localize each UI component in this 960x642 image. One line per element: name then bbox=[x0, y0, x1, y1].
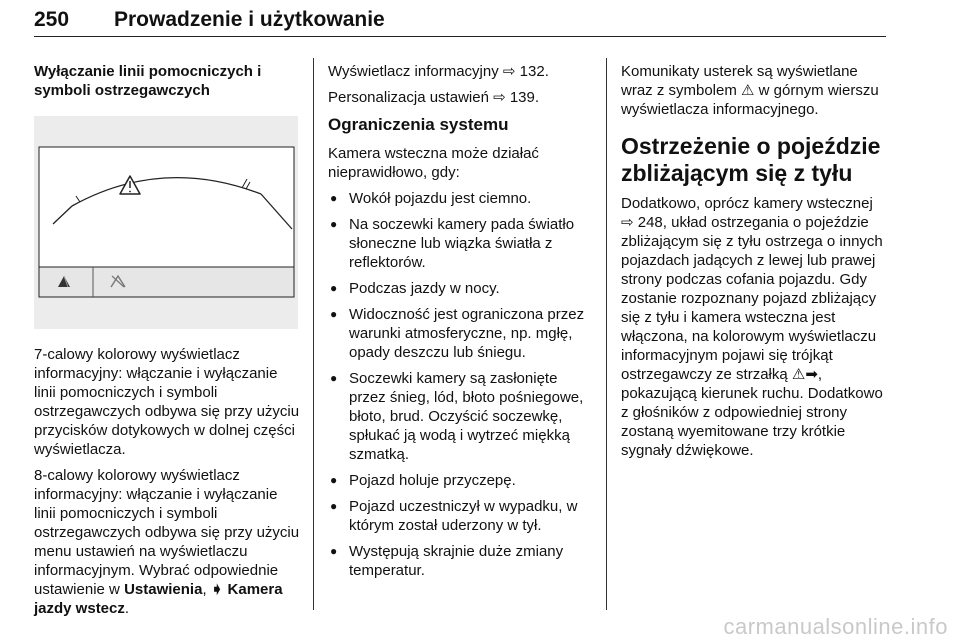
paragraph: 7-calowy kolorowy wyświetlacz informacyjny: włączanie i wyłączanie linii pomocniczych i symboli ostrzegawczych odbywa się przy użyciu przycisków dotykowych w dolnej części wyświetlacza. bbox=[34, 346, 300, 458]
paragraph: 8-calowy kolorowy wyświetlacz informacyjny: włączanie i wyłączanie linii pomocniczych i symboli ostrzegawczych odbywa się przy użyciu menu ustawień na wyświetlaczu informacyjnym. Wybrać odpowiednie ustawienie w Ustawienia, ➧ Kamera jazdy wstecz. bbox=[34, 467, 300, 617]
warning-arrow-icon: ⚠➡ bbox=[791, 366, 818, 383]
list-item: ● Soczewki kamery są zasłonięte przez śnieg, lód, błoto pośniegowe, błoto, brud. Oczyścić soczewkę, spłukać ją wodą i wytrzeć miękką szmatką. bbox=[328, 369, 590, 464]
column-divider bbox=[313, 58, 314, 610]
column-3 bbox=[621, 62, 889, 467]
list-item: ● Pojazd holuje przyczepę. bbox=[328, 471, 590, 490]
page-ref-icon: ⇨ bbox=[502, 63, 516, 80]
section-heading: Ostrzeżenie o pojeździe zbliżającym się z tyłu bbox=[621, 133, 881, 186]
paragraph: Dodatkowo, oprócz kamery wstecznej ⇨ 248, układ ostrzegania o pojeździe zbliżającym się z tyłu ostrzega o innych pojazdach jadących z lewej lub prawej strony podczas cofania pojazdu. Gdy zostanie rozpoznany pojazd zbliżający się z tyłu i kamera wsteczna jest włączona, na kolorowym wyświetlaczu informacyjnym pojawi się trójkąt ostrzegawczy ze strzałką ⚠➡, pokazującą kierunek ruchu. Dodatkowo z głośników z odpowiedniej strony zostaną wyemitowane trzy krótkie sygnały dźwiękowe. bbox=[621, 195, 883, 459]
column-1 bbox=[34, 62, 300, 625]
list-item: ● Na soczewki kamery pada światło słoneczne lub wiązka światła z reflektorów. bbox=[328, 215, 590, 272]
menu-path-settings: Ustawienia bbox=[124, 581, 203, 598]
section-heading: Ograniczenia systemu bbox=[328, 115, 509, 134]
list-item: ● Widoczność jest ograniczona przez warunki atmosferyczne, np. mgłę, opady deszczu lub śniegu. bbox=[328, 305, 590, 362]
page-header bbox=[34, 6, 886, 37]
list-item: ● Podczas jazdy w nocy. bbox=[328, 279, 590, 298]
list-item: ● Wokół pojazdu jest ciemno. bbox=[328, 189, 590, 208]
watermark: carmanualsonline.info bbox=[723, 614, 948, 639]
camera-display-illustration bbox=[34, 116, 298, 329]
limitations-list bbox=[328, 189, 590, 580]
list-item: ● Pojazd uczestniczył w wypadku, w którym został uderzony w tył. bbox=[328, 497, 590, 535]
section-heading: Wyłączanie linii pomocniczych i symboli ostrzegawczych bbox=[34, 63, 262, 99]
cross-reference: Personalizacja ustawień ⇨ 139. bbox=[328, 89, 540, 106]
list-item: ● Występują skrajnie duże zmiany temperatur. bbox=[328, 542, 590, 580]
page-title: Prowadzenie i użytkowanie bbox=[114, 8, 385, 31]
column-2 bbox=[328, 62, 590, 587]
column-divider bbox=[606, 58, 607, 610]
paragraph: Kamera wsteczna może działać nieprawidłowo, gdy: bbox=[328, 145, 539, 181]
menu-path-rear-camera: Kamera jazdy wstecz bbox=[34, 581, 283, 617]
paragraph: Komunikaty usterek są wyświetlane wraz z symbolem ⚠ w górnym wierszu wyświetlacza informacyjnego. bbox=[621, 63, 879, 118]
page-ref-icon: ⇨ bbox=[621, 214, 634, 231]
arrow-icon: ➧ bbox=[210, 581, 224, 598]
cross-reference: Wyświetlacz informacyjny ⇨ 132. bbox=[328, 63, 549, 80]
warning-icon: ⚠ bbox=[741, 82, 755, 99]
page-ref-icon: ⇨ bbox=[493, 89, 506, 106]
page-number: 250 bbox=[34, 8, 70, 31]
